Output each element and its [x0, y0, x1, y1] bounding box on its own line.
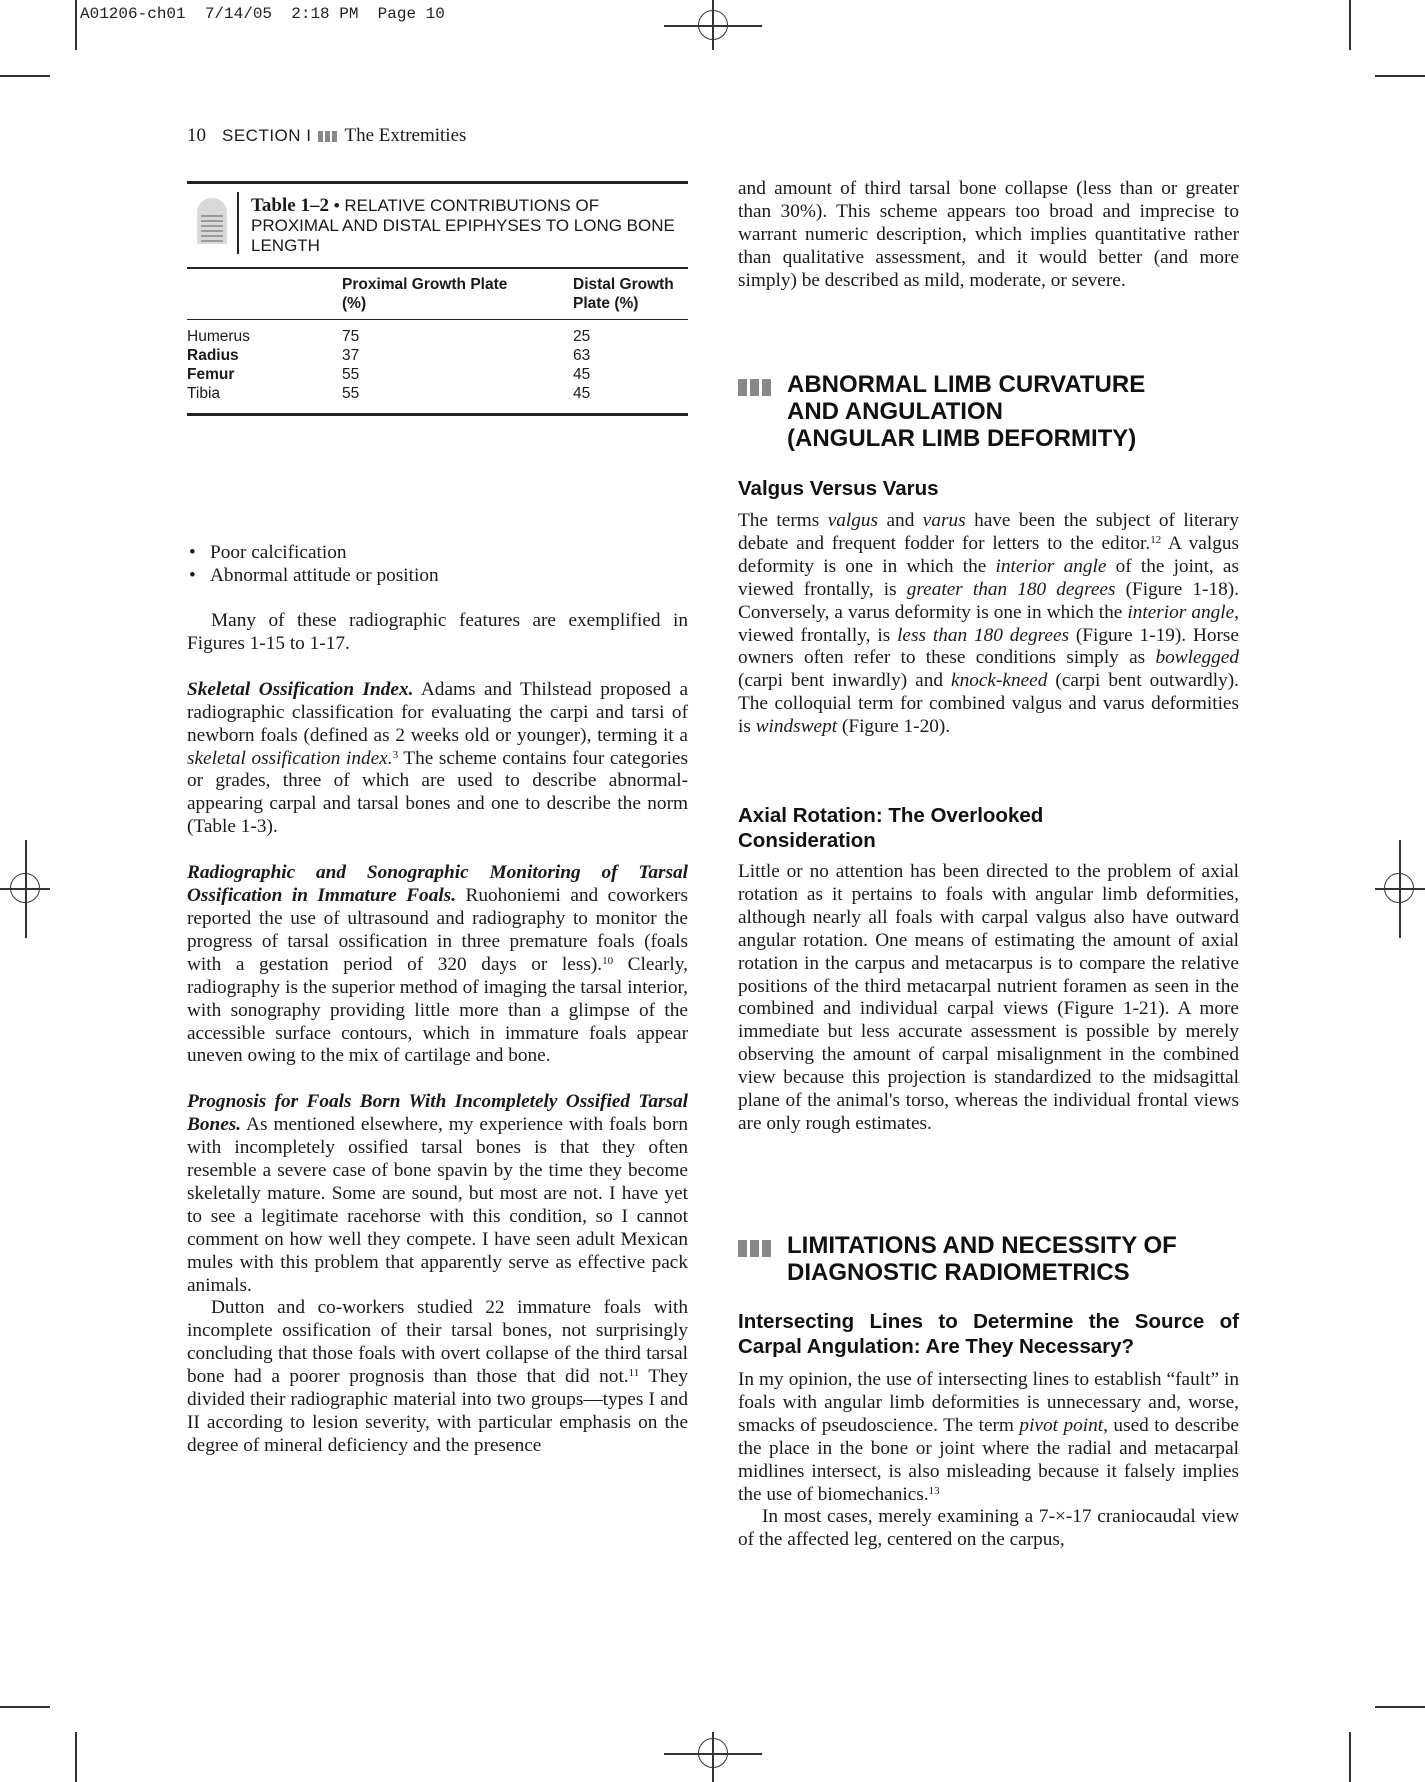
crop-mark: [1349, 1732, 1351, 1782]
run-in-heading: Radiographic and Sonographic Monitoring of Tarsal Ossification in Immature Foals.: [187, 862, 688, 907]
page-number: 10: [187, 125, 206, 146]
crop-mark: [75, 0, 77, 50]
paragraph: The terms valgus and varus have been the subject of literary debate and frequent fodder for letters to the editor.$^{12}$ A valgus deformity is one in which the interior angle of the joint, as viewed frontally, is greater than 180 degrees (Figure 1-18). Conversely, a varus deformity is one in which the interior angle, viewed frontally, is less than 180 degrees (Figure 1-19). Horse owners often refer to these conditions simply as bowlegged (carpi bent inwardly) and knock-kneed (carpi bent outwardly). The colloquial term for combined valgus and varus deformities is windswept (Figure 1-20).: [738, 510, 1239, 738]
section-heading: LIMITATIONS AND NECESSITY OF DIAGNOSTIC RADIOMETRICS: [738, 1232, 1177, 1286]
running-head: [187, 125, 466, 148]
table-caption: Table 1–2 • RELATIVE CONTRIBUTIONS OF PROXIMAL AND DISTAL EPIPHYSES TO LONG BONE LENGTH: [251, 195, 675, 255]
table-row: Tibia 55 45: [187, 385, 591, 402]
paragraph: Prognosis for Foals Born With Incompletely Ossified Tarsal Bones. As mentioned elsewhere, my experience with foals born with incompletely ossified tarsal bones is that they often resemble a severe case of bone spavin by the time they become skeletally mature. Some are sound, but most are not. I have yet to see a legitimate racehorse with this condition, so I cannot comment on how well they compete. I have seen adult Mexican mules with this problem that apparently serve as effective pack animals.: [187, 1091, 688, 1296]
table-row: Radius 37 63: [187, 347, 591, 364]
section-label: SECTION I: [222, 126, 312, 145]
subsection-heading: Valgus Versus Varus: [738, 477, 939, 500]
run-in-heading: Skeletal Ossification Index.: [187, 678, 414, 700]
paragraph: Many of these radiographic features are exemplified in Figures 1-15 to 1-17.: [187, 610, 688, 654]
crop-mark: [75, 1732, 77, 1782]
paragraph: Dutton and co-workers studied 22 immature foals with incomplete ossification of their tarsal bones, not surprisingly concluding that those foals with overt collapse of the third tarsal bone had a poorer prognosis than those that did not.$^{11}$ They divided their radiographic material into two groups—types I and II according to lesion severity, with particular emphasis on the degree of mineral deficiency and the presence: [187, 1297, 688, 1456]
table-header: [187, 267, 688, 320]
paragraph: Radiographic and Sonographic Monitoring of Tarsal Ossification in Immature Foals. Ruohoniemi and coworkers reported the use of ultrasound and radiography to monitor the progress of tarsal ossification in three premature foals (foals with a gestation period of 320 days or less).$^{10}$ Clearly, radiography is the superior method of imaging the tarsal interior, with sonography providing little more than a glimpse of the accessible surface contours, which in immature foals appear uneven owing to the mix of cartilage and bone.: [187, 862, 688, 1067]
printer-slug: A01206-ch01 7/14/05 2:18 PM Page 10: [80, 5, 445, 23]
paragraph: Little or no attention has been directed to the problem of axial rotation as it pertains to foals with angular limb deformities, although nearly all foals with carpal valgus also have outward angular rotation. One means of estimating the amount of axial rotation in the carpus and metacarpus is to compare the relative positions of the third metacarpal nutrient foramen as seen in the combined and individual carpal views (Figure 1-21). A more immediate but less accurate assessment is possible by merely observing the amount of carpal misalignment in the combined view because this projection is standardized to the midsagittal plane of the animal's torso, whereas the individual frontal views are only rough estimates.: [738, 861, 1239, 1134]
running-title: The Extremities: [344, 125, 467, 146]
section-bars-icon: [738, 1236, 774, 1263]
subsection-heading: Axial Rotation: The Overlooked Consideration: [738, 804, 1044, 852]
crop-mark: [1349, 0, 1351, 50]
run-in-heading: Prognosis for Foals Born With Incompletely Ossified Tarsal Bones.: [187, 1091, 688, 1136]
table-1-2: [187, 181, 688, 416]
paragraph: In most cases, merely examining a 7-×-17 craniocaudal view of the affected leg, centered on the carpus,: [738, 1506, 1239, 1551]
table-header-cell: Proximal Growth Plate (%): [342, 276, 508, 312]
list-item: • Abnormal attitude or position: [187, 564, 439, 587]
table-row: Femur 55 45: [187, 366, 591, 383]
table-icon: [195, 196, 229, 246]
table-label: Table 1–2: [251, 195, 329, 216]
list-item: • Poor calcification: [187, 541, 439, 564]
crop-mark: [1375, 75, 1425, 77]
table-row: Humerus 75 25: [187, 328, 591, 345]
paragraph: and amount of third tarsal bone collapse (less than or greater than 30%). This scheme appears too broad and imprecise to warrant numeric description, which implies quantitative rather than qualitative assessment, and it would better (and more simply) be described as mild, moderate, or severe.: [738, 178, 1239, 291]
paragraph: Skeletal Ossification Index. Adams and Thilstead proposed a radiographic classification for evaluating the carpi and tarsi of newborn foals (defined as 2 weeks old or younger), terming it a skeletal ossification index.$^3$ The scheme contains four categories or grades, three of which are used to describe abnormal-appearing carpal and tarsal bones and one to describe the norm (Table 1-3).: [187, 678, 688, 838]
crop-mark: [0, 1706, 50, 1708]
section-bars-icon: [738, 375, 774, 402]
crop-mark: [0, 75, 50, 77]
section-heading: ABNORMAL LIMB CURVATURE AND ANGULATION (ANGULAR LIMB DEFORMITY): [738, 371, 1145, 452]
right-column-end: [738, 1369, 1239, 1552]
table-title: RELATIVE CONTRIBUTIONS OF PROXIMAL AND DISTAL EPIPHYSES TO LONG BONE LENGTH: [251, 196, 675, 255]
bullet-list: [187, 541, 439, 587]
crop-mark: [1375, 1706, 1425, 1708]
table-header-cell: Distal Growth Plate (%): [573, 276, 674, 312]
left-column: [187, 610, 688, 1458]
subsection-heading: Intersecting Lines to Determine the Source of Carpal Angulation: Are They Necessary?: [738, 1310, 1239, 1358]
section-bars-icon: [318, 126, 339, 148]
paragraph: In my opinion, the use of intersecting lines to establish “fault” in foals with angular limb deformities is unnecessary and, worse, smacks of pseudoscience. The term pivot point, used to describe the place in the bone or joint where the radial and metacarpal midlines intersect, is also misleading because it falsely implies the use of biomechanics.$^{13}$: [738, 1369, 1239, 1505]
